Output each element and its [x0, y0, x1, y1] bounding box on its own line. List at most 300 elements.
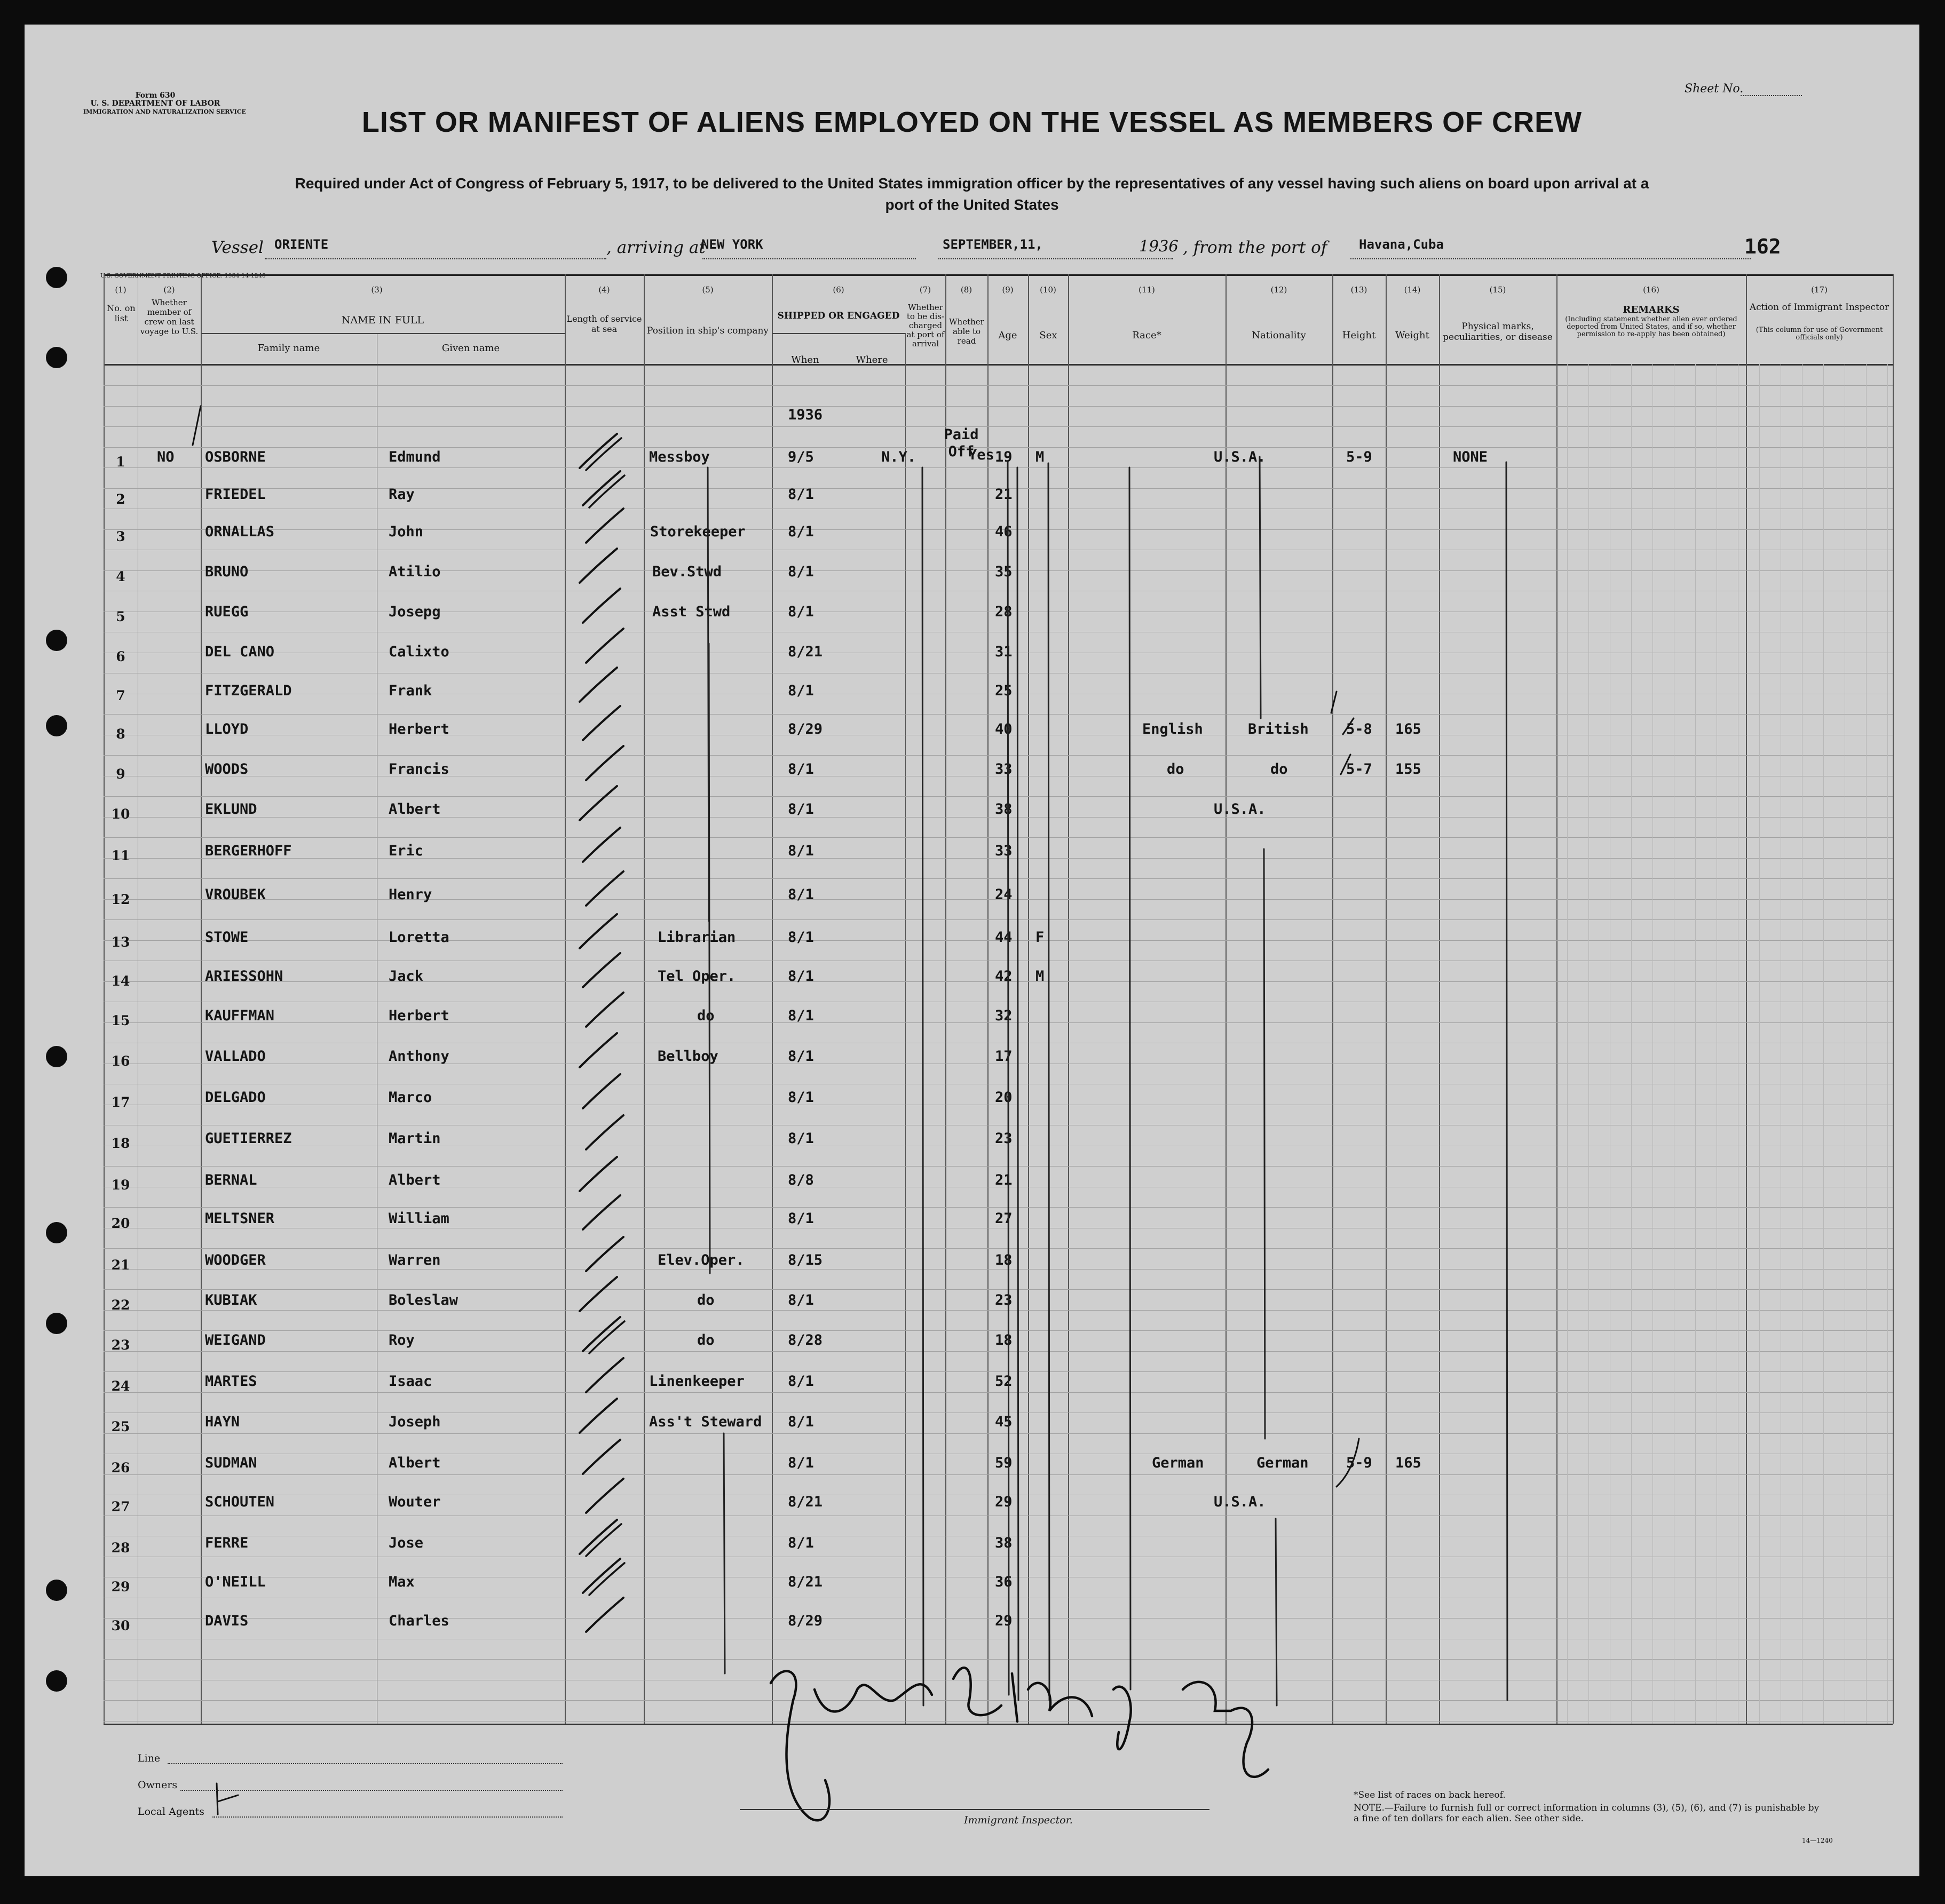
header-weight: Weight [1395, 330, 1429, 341]
check-mark [580, 549, 617, 583]
check-mark [583, 1559, 620, 1593]
check-mark [583, 1440, 620, 1474]
cell-age: 35 [995, 564, 1013, 580]
cell-when: 8/29 [788, 1613, 823, 1629]
header-position: Position in ship's company [646, 326, 769, 336]
cell-given: Boleslaw [389, 1292, 458, 1308]
column-number: (8) [960, 285, 973, 295]
row-number: 21 [111, 1257, 130, 1273]
cell-when: 8/1 [788, 968, 814, 985]
cell-age: 59 [995, 1455, 1013, 1471]
cell-family: OSBORNE [205, 449, 266, 465]
check-mark [583, 471, 620, 505]
cell-marks: NONE [1453, 449, 1488, 465]
failure-note: NOTE.—Failure to furnish full or correct information in columns (3), (5), (6), and (7) is punishable by a fine of ten dollars for each alien. See other side. [1354, 1803, 1820, 1824]
row-number: 26 [111, 1460, 130, 1475]
owners-underline [180, 1782, 563, 1791]
page-title: LIST OR MANIFEST OF ALIENS EMPLOYED ON THE VESSEL AS MEMBERS OF CREW [361, 106, 1583, 138]
cell-when: 8/29 [788, 721, 823, 737]
cell-family: ORNALLAS [205, 523, 275, 540]
cell-age: 33 [995, 843, 1013, 859]
cell-given: Jose [389, 1535, 424, 1551]
cell-race: German [1152, 1455, 1204, 1471]
row-number: 28 [111, 1540, 130, 1556]
cell-sex: M [1035, 449, 1045, 465]
column-number: (7) [919, 285, 931, 295]
tick-mark [193, 406, 201, 445]
row-number: 7 [116, 688, 125, 703]
cell-race: English [1142, 721, 1203, 737]
vessel-name: ORIENTE [274, 237, 329, 252]
cell-position: Ass't Steward [649, 1414, 762, 1430]
header-shipped-or-engaged: SHIPPED OR ENGAGED [777, 311, 900, 321]
cell-family: WEIGAND [205, 1332, 266, 1348]
check-mark [583, 953, 620, 987]
form-number: Form 630 [135, 91, 176, 100]
cell-when: 8/1 [788, 564, 814, 580]
cell-position: Messboy [649, 449, 710, 465]
row-number: 25 [111, 1419, 130, 1434]
cell-age: 23 [995, 1130, 1013, 1147]
row-number: 15 [111, 1013, 130, 1028]
shipped-year: 1936 [788, 407, 823, 423]
check-mark [586, 509, 623, 543]
cell-weight: 155 [1395, 761, 1421, 778]
row-number: 3 [116, 529, 125, 544]
tick-mark [1331, 692, 1337, 713]
check-mark [586, 1358, 623, 1392]
header-remarks-note: (Including statement whether alien ever ordered deported from United States, and if so, whether permission to re-apply has been obtained) [1565, 315, 1737, 338]
cell-age: 21 [995, 486, 1013, 503]
check-mark [583, 828, 620, 862]
row-number: 20 [111, 1216, 130, 1231]
cell-family: WOODGER [205, 1252, 266, 1268]
header-race: Race* [1132, 330, 1161, 341]
cell-given: Joseph [389, 1414, 441, 1430]
header-remarks: REMARKS [1623, 304, 1680, 315]
row-number: 17 [111, 1094, 130, 1110]
cell-member: NO [157, 449, 175, 465]
cell-position: Storekeeper [650, 523, 746, 540]
form-code: 14—1240 [1802, 1837, 1833, 1844]
cell-age: 31 [995, 644, 1013, 660]
cell-when: 8/8 [788, 1172, 814, 1188]
cell-age: 29 [995, 1494, 1013, 1510]
cell-position: do [697, 1292, 715, 1308]
cell-given: Marco [389, 1089, 432, 1106]
cell-position: do [697, 1332, 715, 1348]
cell-given: Francis [389, 761, 449, 778]
arrival-year: 1936 [1139, 237, 1179, 255]
cell-family: HAYN [205, 1414, 240, 1430]
cell-age: 32 [995, 1007, 1013, 1024]
cell-discharged: Paid Off [944, 426, 979, 460]
row-number: 12 [111, 892, 130, 907]
cell-given: Albert [389, 1172, 441, 1188]
cell-family: O'NEILL [205, 1574, 266, 1590]
department-name: U. S. DEPARTMENT OF LABOR [90, 99, 220, 108]
header-height: Height [1342, 330, 1376, 341]
cell-age: 20 [995, 1089, 1013, 1106]
check-mark [586, 993, 623, 1027]
cell-family: DEL CANO [205, 644, 275, 660]
column-number: (4) [598, 285, 610, 295]
cell-family: FITZGERALD [205, 683, 292, 699]
printing-office-imprint: U.S. GOVERNMENT PRINTING OFFICE: 1934 14-1240 [100, 272, 266, 279]
cell-weight: 165 [1395, 721, 1421, 737]
cell-when: 8/1 [788, 683, 814, 699]
cell-when: 8/28 [788, 1332, 823, 1348]
cell-when: 8/1 [788, 801, 814, 818]
cell-given: Ray [389, 486, 415, 503]
check-mark [586, 1524, 621, 1556]
header-length-of-service: Length of service at sea [566, 314, 642, 334]
ditto-line [1129, 467, 1130, 1689]
sheet-label-text: Sheet No. [1685, 82, 1744, 96]
row-number: 30 [111, 1618, 130, 1633]
cell-age: 33 [995, 761, 1013, 778]
cell-position: Tel Oper. [658, 968, 736, 985]
cell-given: Anthony [389, 1048, 449, 1065]
cell-nationality: U.S.A. [1214, 801, 1266, 818]
check-mark [589, 1563, 624, 1595]
check-mark [583, 589, 620, 623]
cell-when: 8/1 [788, 1535, 814, 1551]
check-mark [580, 434, 617, 468]
cell-position: Bellboy [658, 1048, 718, 1065]
check-mark [580, 914, 617, 948]
local-agents-label: Local Agents [138, 1806, 204, 1818]
cell-age: 44 [995, 929, 1013, 946]
row-number: 22 [111, 1297, 130, 1313]
cell-when: 8/15 [788, 1252, 823, 1268]
cell-height: 5-7 [1346, 761, 1372, 778]
check-mark [580, 1520, 617, 1554]
column-number: (16) [1643, 285, 1659, 295]
cell-when: 8/1 [788, 886, 814, 903]
column-number: (1) [115, 285, 126, 295]
cell-nationality: German [1256, 1455, 1309, 1471]
cell-where: N.Y. [881, 449, 916, 465]
row-number: 13 [111, 934, 130, 950]
cell-family: BERNAL [205, 1172, 257, 1188]
cell-age: 18 [995, 1332, 1013, 1348]
ditto-line [1506, 462, 1507, 1700]
cell-when: 8/1 [788, 1007, 814, 1024]
cell-given: John [389, 523, 424, 540]
cell-family: GUETIERREZ [205, 1130, 292, 1147]
ditto-line [724, 1433, 725, 1673]
requirement-line-1: Required under Act of Congress of February 5, 1917, to be delivered to the United States immigration officer by the representatives of any vessel having such aliens on board upon arrival at a [295, 175, 1649, 192]
ditto-line [1276, 1519, 1277, 1705]
cell-age: 46 [995, 523, 1013, 540]
column-number: (14) [1404, 285, 1421, 295]
cell-age: 28 [995, 604, 1013, 620]
line-label: Line [138, 1752, 161, 1764]
row-number: 16 [111, 1053, 130, 1069]
cell-position: Linenkeeper [649, 1373, 745, 1390]
row-number: 18 [111, 1136, 130, 1151]
local-agents-underline [212, 1809, 563, 1818]
cell-given: Atilio [389, 564, 441, 580]
cell-age: 38 [995, 1535, 1013, 1551]
cell-age: 29 [995, 1613, 1013, 1629]
cell-when: 8/1 [788, 1414, 814, 1430]
row-number: 29 [111, 1579, 130, 1594]
cell-given: Josepg [389, 604, 441, 620]
column-number: (2) [163, 285, 175, 295]
cell-read: Yes [968, 447, 994, 463]
list-number: 162 [1744, 235, 1781, 258]
cell-given: Albert [389, 801, 441, 818]
column-number: (13) [1350, 285, 1367, 295]
cell-family: DAVIS [205, 1613, 249, 1629]
cell-given: Max [389, 1574, 415, 1590]
header-when: When [791, 354, 819, 366]
row-number: 19 [111, 1177, 130, 1193]
owners-label: Owners [138, 1779, 178, 1791]
cell-sex: M [1035, 968, 1045, 985]
manifest-sheet [25, 25, 1919, 1876]
row-number: 2 [116, 491, 125, 507]
cell-family: BRUNO [205, 564, 249, 580]
cell-when: 8/1 [788, 929, 814, 946]
cell-given: Jack [389, 968, 424, 985]
cell-age: 40 [995, 721, 1013, 737]
ditto-line [1008, 462, 1009, 1695]
cell-family: DELGADO [205, 1089, 266, 1106]
cell-sex: F [1035, 929, 1045, 946]
cell-when: 8/1 [788, 843, 814, 859]
header-able-to-read: Whether able to read [949, 317, 984, 346]
ditto-line [1264, 849, 1265, 1439]
cell-family: WOODS [205, 761, 249, 778]
cell-when: 8/1 [788, 1089, 814, 1106]
cell-family: ARIESSOHN [205, 968, 283, 985]
cell-family: STOWE [205, 929, 249, 946]
row-number: 9 [116, 766, 125, 782]
ditto-line [1017, 467, 1018, 1700]
check-mark [583, 1195, 620, 1229]
cell-when: 8/1 [788, 1048, 814, 1065]
header-sex: Sex [1039, 330, 1057, 341]
row-number: 11 [111, 848, 130, 863]
cell-age: 36 [995, 1574, 1013, 1590]
cell-given: Edmund [389, 449, 441, 465]
signature-line [740, 1803, 1209, 1810]
check-mark [580, 1277, 617, 1311]
cell-given: Eric [389, 843, 424, 859]
cell-given: Roy [389, 1332, 415, 1348]
check-mark [580, 668, 617, 702]
cell-when: 8/1 [788, 1373, 814, 1390]
cell-age: 45 [995, 1414, 1013, 1430]
row-number: 10 [111, 806, 130, 822]
check-mark [586, 438, 621, 470]
arriving-label: , arriving at [606, 238, 706, 257]
cell-family: FERRE [205, 1535, 249, 1551]
cell-race: do [1167, 761, 1184, 778]
cell-age: 24 [995, 886, 1013, 903]
cell-weight: 165 [1395, 1455, 1421, 1471]
column-number: (9) [1002, 285, 1014, 295]
cell-family: SCHOUTEN [205, 1494, 275, 1510]
cell-nationality: U.S.A. [1214, 1494, 1266, 1510]
row-number: 5 [116, 609, 125, 624]
cell-family: BERGERHOFF [205, 843, 292, 859]
cell-position: Bev.Stwd [652, 564, 722, 580]
cell-family: MELTSNER [205, 1210, 275, 1227]
header-nationality: Nationality [1252, 330, 1306, 341]
header-no-on-list: No. on list [107, 303, 136, 323]
cell-given: Herbert [389, 1007, 449, 1024]
column-number: (10) [1040, 285, 1056, 295]
check-mark [586, 1479, 623, 1513]
check-mark [586, 1598, 623, 1632]
cell-nationality: U.S.A. [1214, 449, 1266, 465]
column-number: (6) [833, 285, 844, 295]
cell-when: 8/1 [788, 761, 814, 778]
ditto-line [709, 644, 710, 1273]
cell-height: 5-9 [1346, 449, 1372, 465]
cell-given: Warren [389, 1252, 441, 1268]
check-mark [580, 1157, 617, 1191]
cell-given: Albert [389, 1455, 441, 1471]
column-number: (15) [1489, 285, 1506, 295]
cell-given: Loretta [389, 929, 449, 946]
cell-age: 42 [995, 968, 1013, 985]
cell-given: William [389, 1210, 449, 1227]
check-mark [586, 871, 623, 906]
check-mark [580, 786, 617, 820]
cell-given: Isaac [389, 1373, 432, 1390]
from-port: Havana,Cuba [1359, 237, 1444, 252]
cell-age: 19 [995, 449, 1013, 465]
header-where: Where [856, 354, 888, 366]
cell-when: 8/1 [788, 1210, 814, 1227]
cell-family: KAUFFMAN [205, 1007, 275, 1024]
cell-age: 17 [995, 1048, 1013, 1065]
cell-position: do [697, 1007, 715, 1024]
cell-given: Charles [389, 1613, 449, 1629]
races-note: *See list of races on back hereof. [1354, 1790, 1506, 1800]
check-mark [580, 1399, 617, 1433]
cell-family: LLOYD [205, 721, 249, 737]
check-mark [580, 1033, 617, 1067]
cell-when: 8/1 [788, 1455, 814, 1471]
ditto-line [1260, 457, 1261, 718]
cell-given: Frank [389, 683, 432, 699]
handwritten-marks [25, 25, 1919, 1876]
cell-when: 8/21 [788, 644, 823, 660]
header-member-last-voyage: Whether member of crew on last voyage to U.S. [140, 298, 199, 336]
tick-mark [1341, 755, 1350, 774]
cell-age: 18 [995, 1252, 1013, 1268]
cell-age: 27 [995, 1210, 1013, 1227]
cell-position: Elev.Oper. [658, 1252, 745, 1268]
cell-nationality: do [1270, 761, 1288, 778]
row-number: 27 [111, 1499, 130, 1514]
header-name-in-full: NAME IN FULL [341, 314, 424, 326]
cell-given: Wouter [389, 1494, 441, 1510]
cell-age: 38 [995, 801, 1013, 818]
vessel-label: Vessel [211, 238, 264, 257]
from-label: , from the port of [1183, 238, 1327, 257]
header-action: Action of Immigrant Inspector [1749, 302, 1889, 313]
cell-when: 9/5 [788, 449, 814, 465]
cell-family: MARTES [205, 1373, 257, 1390]
header-discharged: Whether to be dis-charged at port of arrival [906, 303, 945, 348]
cell-given: Henry [389, 886, 432, 903]
cell-age: 52 [995, 1373, 1013, 1390]
row-number: 1 [116, 454, 125, 470]
column-number: (5) [702, 285, 714, 295]
check-mark [583, 1074, 620, 1108]
row-number: 24 [111, 1378, 130, 1394]
row-number: 4 [116, 569, 125, 584]
inspector-signature [771, 1668, 1268, 1820]
cell-given: Herbert [389, 721, 449, 737]
cell-given: Calixto [389, 644, 449, 660]
cell-family: KUBIAK [205, 1292, 257, 1308]
column-number: (3) [371, 285, 383, 295]
column-number: (11) [1138, 285, 1155, 295]
cell-when: 8/1 [788, 486, 814, 503]
column-number: (17) [1811, 285, 1828, 295]
cell-when: 8/1 [788, 604, 814, 620]
row-number: 23 [111, 1337, 130, 1353]
check-mark [583, 706, 620, 740]
arriving-port: NEW YORK [701, 237, 763, 252]
cell-height: 5-9 [1346, 1455, 1372, 1471]
row-number: 8 [116, 726, 125, 742]
header-family-name: Family name [257, 343, 320, 354]
cell-age: 25 [995, 683, 1013, 699]
cell-family: VROUBEK [205, 886, 266, 903]
check-mark [586, 1237, 623, 1271]
inspector-label: Immigrant Inspector. [964, 1814, 1073, 1826]
check-mark [586, 629, 623, 663]
cell-when: 8/1 [788, 1130, 814, 1147]
cell-when: 8/1 [788, 1292, 814, 1308]
header-physical-marks: Physical marks, peculiarities, or disease [1443, 321, 1553, 343]
header-action-note: (This column for use of Government officials only) [1756, 326, 1883, 342]
ditto-line [922, 467, 923, 1705]
tick-mark [1337, 1439, 1359, 1487]
tick-mark [1343, 718, 1354, 734]
cell-when: 8/21 [788, 1494, 823, 1510]
cell-when: 8/21 [788, 1574, 823, 1590]
ditto-line [1048, 463, 1049, 1700]
row-number: 6 [116, 649, 125, 664]
cell-height: 5-8 [1346, 721, 1372, 737]
header-age: Age [998, 330, 1017, 341]
requirement-line-2: port of the United States [885, 196, 1059, 213]
header-given-name: Given name [441, 343, 500, 354]
cell-family: RUEGG [205, 604, 249, 620]
cell-given: Martin [389, 1130, 441, 1147]
check-mark [589, 1321, 624, 1353]
cell-age: 21 [995, 1172, 1013, 1188]
cell-family: FRIEDEL [205, 486, 266, 503]
check-mark [583, 1317, 620, 1351]
line-underline [168, 1756, 563, 1764]
service-name: IMMIGRATION AND NATURALIZATION SERVICE [83, 108, 246, 115]
check-mark [586, 746, 623, 780]
cell-nationality: British [1248, 721, 1309, 737]
arrival-date: SEPTEMBER,11, [943, 237, 1043, 252]
cell-family: SUDMAN [205, 1455, 257, 1471]
